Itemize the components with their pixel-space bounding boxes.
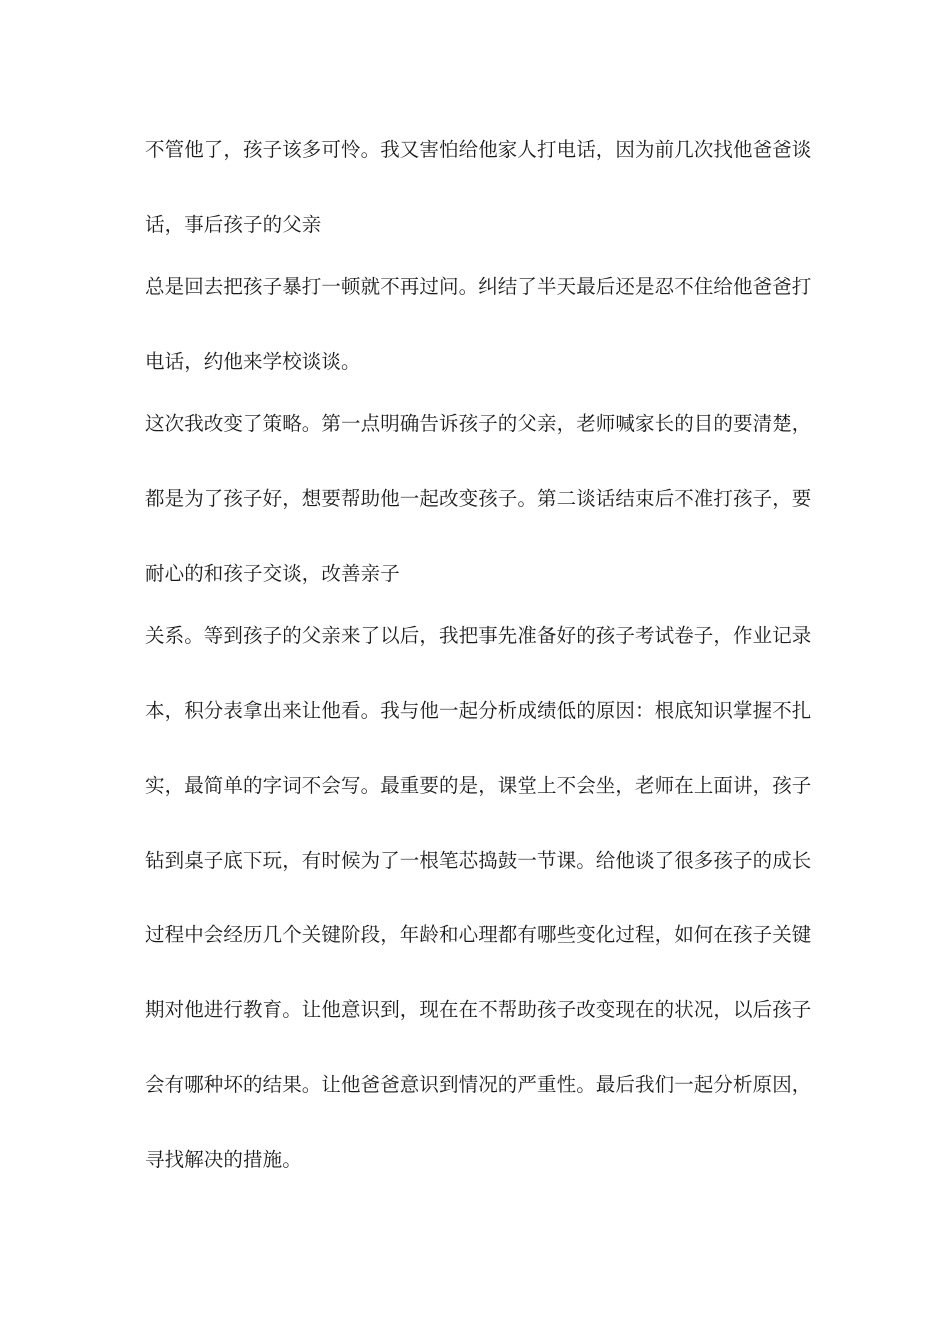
text-line: 过程中会经历几个关键阶段，年龄和心理都有哪些变化过程，如何在孩子关键	[145, 923, 812, 946]
text-line: 总是回去把孩子暴打一顿就不再过问。纠结了半天最后还是忍不住给他爸爸打	[145, 275, 812, 298]
text-line: 话，事后孩子的父亲	[145, 213, 322, 236]
text-line: 实，最简单的字词不会写。最重要的是，课堂上不会坐，老师在上面讲，孩子	[145, 774, 812, 797]
text-line: 不管他了，孩子该多可怜。我又害怕给他家人打电话，因为前几次找他爸爸谈	[145, 138, 812, 161]
text-line: 关系。等到孩子的父亲来了以后，我把事先准备好的孩子考试卷子，作业记录	[145, 624, 812, 647]
text-line: 会有哪种坏的结果。让他爸爸意识到情况的严重性。最后我们一起分析原因，	[145, 1073, 812, 1096]
text-line: 寻找解决的措施。	[145, 1148, 302, 1171]
text-line: 耐心的和孩子交谈，改善亲子	[145, 562, 400, 585]
text-line: 期对他进行教育。让他意识到，现在在不帮助孩子改变现在的状况，以后孩子	[145, 998, 812, 1021]
text-line: 电话，约他来学校谈谈。	[145, 350, 361, 373]
text-line: 这次我改变了策略。第一点明确告诉孩子的父亲，老师喊家长的目的要清楚，	[145, 412, 812, 435]
text-line: 都是为了孩子好，想要帮助他一起改变孩子。第二谈话结束后不准打孩子，要	[145, 487, 812, 510]
text-line: 本，积分表拿出来让他看。我与他一起分析成绩低的原因：根底知识掌握不扎	[145, 699, 812, 722]
text-line: 钻到桌子底下玩，有时候为了一根笔芯捣鼓一节课。给他谈了很多孩子的成长	[145, 849, 812, 872]
